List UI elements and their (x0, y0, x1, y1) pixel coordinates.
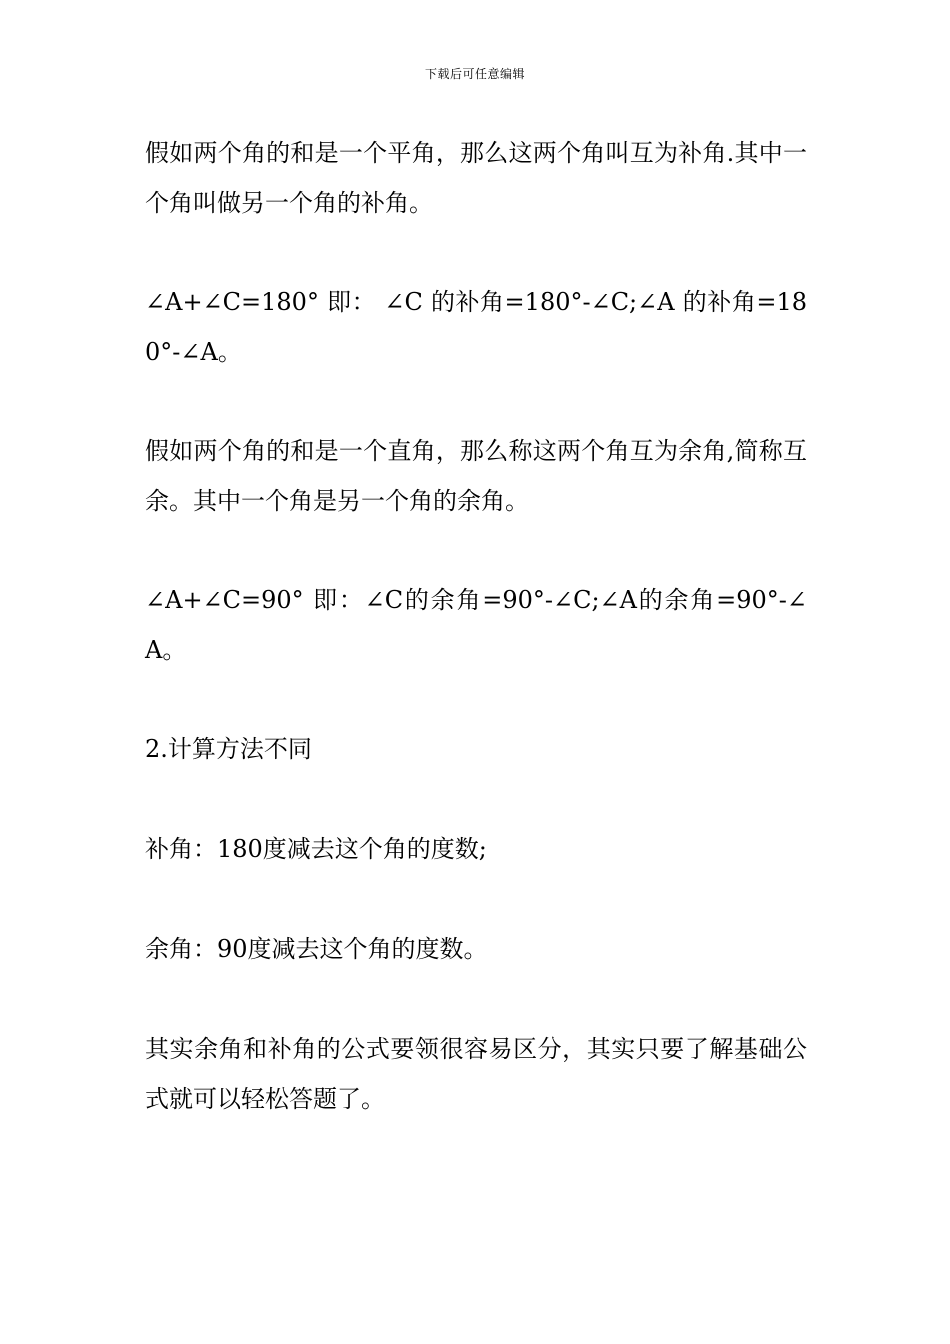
page-header: 下载后可任意编辑 (424, 67, 525, 81)
paragraph-conclusion: 其实余角和补角的公式要领很容易区分，其实只要了解基础公式就可以轻松答题了。 (145, 1035, 807, 1113)
paragraph-supplementary-calculation: 补角：180度减去这个角的度数; (145, 835, 487, 863)
paragraph-complementary-definition: 假如两个角的和是一个直角，那么称这两个角互为余角,简称互余。其中一个角是另一个角的余角。 (145, 437, 807, 515)
paragraph-supplementary-definition: 假如两个角的和是一个平角，那么这两个角叫互为补角.其中一个角叫做另一个角的补角。 (145, 139, 807, 217)
paragraph-complementary-formula: ∠A+∠C=90° 即：∠C的余角=90°-∠C;∠A的余角=90°-∠A。 (145, 586, 807, 664)
section-heading-calculation-method: 2.计算方法不同 (145, 735, 312, 763)
paragraph-supplementary-formula: ∠A+∠C=180° 即： ∠C 的补角=180°-∠C;∠A 的补角=180°-∠A。 (145, 288, 807, 366)
paragraph-complementary-calculation: 余角：90度减去这个角的度数。 (145, 935, 488, 963)
document-body (145, 128, 807, 1173)
